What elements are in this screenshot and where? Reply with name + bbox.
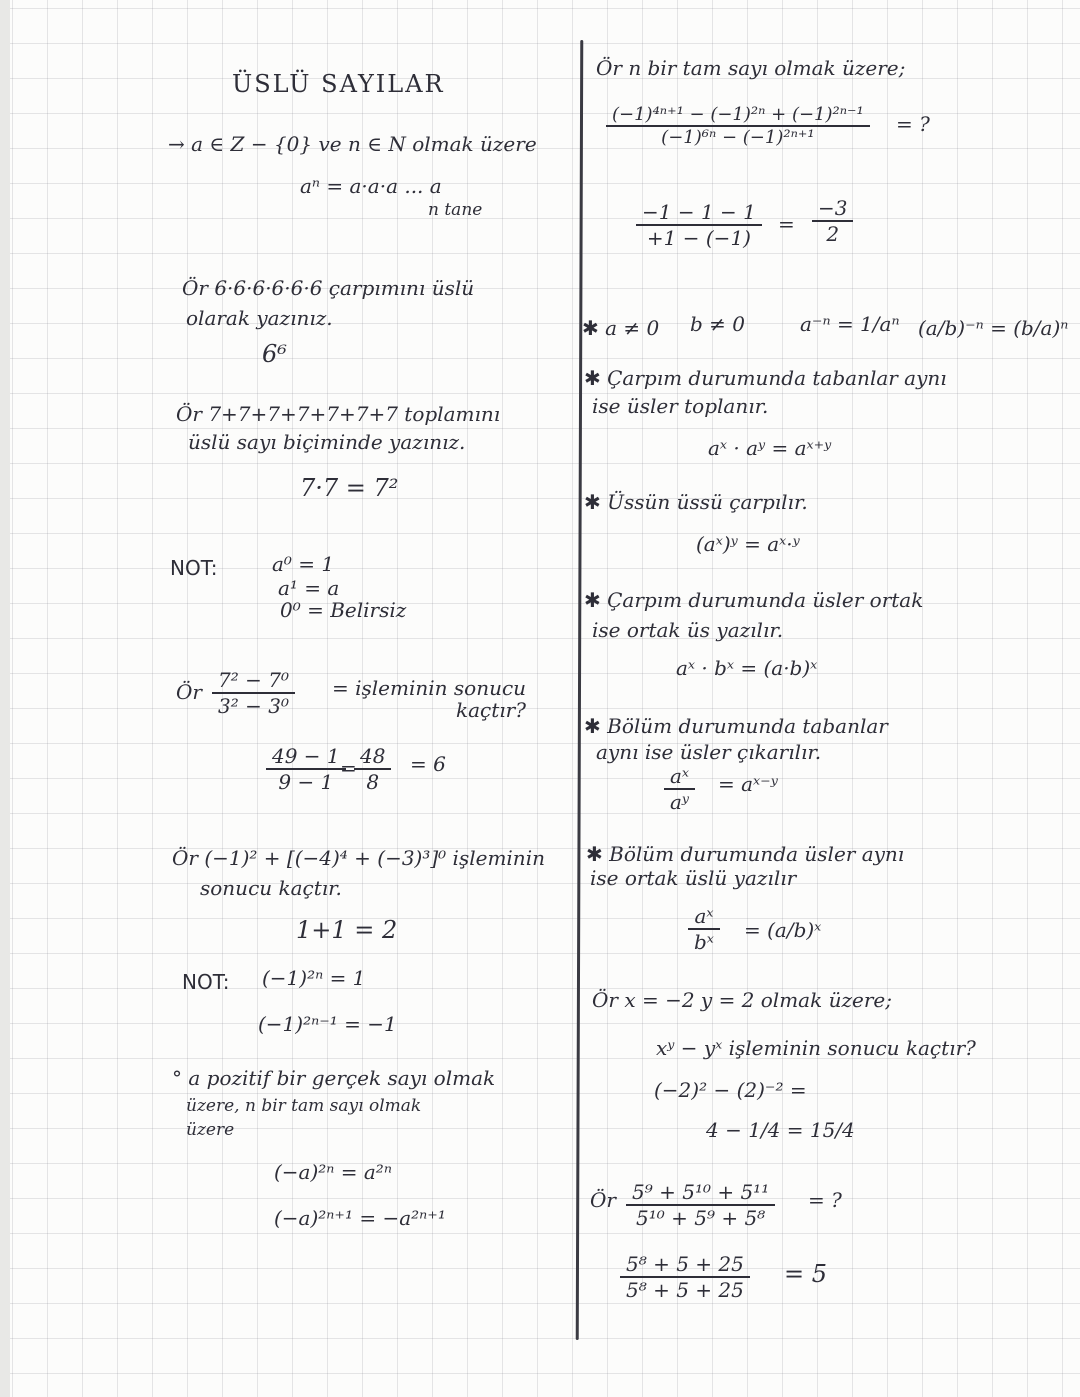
positive-line-2: üzere, n bir tam sayı olmak xyxy=(186,1096,422,1116)
note-label: NOT: xyxy=(170,556,218,580)
positive-line-1: ° a pozitif bir gerçek sayı olmak xyxy=(172,1066,496,1090)
solution-numerator: 5⁸ + 5 + 25 xyxy=(620,1252,750,1278)
rule-5-denominator: aʸ xyxy=(670,790,690,814)
rule-1-b: b ≠ 0 xyxy=(690,312,745,336)
equals-sign: = xyxy=(340,756,357,780)
rule-5-numerator: aˣ xyxy=(664,764,695,790)
rule-5-fraction xyxy=(664,764,695,814)
question-3-result: = 6 xyxy=(410,752,446,776)
question-7-prefix: Ör xyxy=(590,1188,616,1212)
rule-4-formula: aˣ · bˣ = (a·b)ˣ xyxy=(676,656,818,680)
question-3-solution-fraction-1 xyxy=(266,744,346,794)
question-3-text-1: = işleminin sonucu xyxy=(332,676,527,700)
solution-numerator: −1 − 1 − 1 xyxy=(636,200,762,226)
question-3-denominator: 3² − 3⁰ xyxy=(218,694,289,718)
column-divider-line xyxy=(576,40,584,1340)
question-7-result: = 5 xyxy=(784,1260,828,1288)
rule-6-result: = (a/b)ˣ xyxy=(744,918,822,942)
question-5-question: = ? xyxy=(896,112,930,136)
star-bullet-icon: ✱ xyxy=(584,588,608,612)
question-3-solution-fraction-2 xyxy=(354,744,391,794)
solution-denominator: 9 − 1 xyxy=(278,770,334,794)
result-numerator: −3 xyxy=(812,196,853,222)
result-denominator: 2 xyxy=(826,222,840,246)
rule-2-a: Çarpım durumunda tabanlar aynı xyxy=(607,366,947,390)
definition-line: → a ∈ Z − {0} ve n ∈ N olmak üzere xyxy=(168,132,537,156)
star-bullet-icon: ✱ xyxy=(584,366,608,390)
positive-line-3: üzere xyxy=(186,1120,235,1140)
question-5-line-1: Ör n bir tam sayı olmak üzere; xyxy=(596,56,906,80)
note-2-rule-1: (−1)²ⁿ = 1 xyxy=(262,966,366,990)
solution-numerator: 48 xyxy=(354,744,391,770)
rule-6-fraction xyxy=(688,904,720,954)
question-7-numerator: 5⁹ + 5¹⁰ + 5¹¹ xyxy=(626,1180,775,1206)
question-1-answer: 6⁶ xyxy=(262,340,287,368)
positive-formula-2: (−a)²ⁿ⁺¹ = −a²ⁿ⁺¹ xyxy=(274,1206,446,1230)
question-7-question: = ? xyxy=(808,1188,842,1212)
solution-numerator: 49 − 1 xyxy=(266,744,346,770)
equals-sign: = xyxy=(778,212,795,236)
rule-5-result: = aˣ⁻ʸ xyxy=(718,772,778,796)
rule-2-formula: aˣ · aʸ = aˣ⁺ʸ xyxy=(708,436,832,460)
question-3-numerator: 7² − 7⁰ xyxy=(212,668,295,694)
solution-denominator: 8 xyxy=(366,770,380,794)
rule-5-b: aynı ise üsler çıkarılır. xyxy=(596,740,822,764)
question-5-fraction xyxy=(606,104,870,148)
question-7-solution-fraction xyxy=(620,1252,750,1302)
question-2-line-2: üslü sayı biçiminde yazınız. xyxy=(188,430,466,454)
rule-6-numerator: aˣ xyxy=(688,904,720,930)
solution-denominator: 5⁸ + 5 + 25 xyxy=(626,1278,744,1302)
note-rule-3: 0⁰ = Belirsiz xyxy=(280,598,407,622)
solution-denominator: +1 − (−1) xyxy=(646,226,751,250)
definition-formula: aⁿ = a·a·a ... a xyxy=(300,174,442,198)
note-rule-1: a⁰ = 1 xyxy=(272,552,335,576)
question-1-line-2: olarak yazınız. xyxy=(186,306,333,330)
star-bullet-icon: ✱ xyxy=(582,316,606,340)
question-4-answer: 1+1 = 2 xyxy=(296,916,398,944)
rule-2-b: ise üsler toplanır. xyxy=(592,394,769,418)
question-6-line-2: xʸ − yˣ işleminin sonucu kaçtır? xyxy=(656,1036,976,1060)
page-title: ÜSLÜ SAYILAR xyxy=(232,70,445,98)
note-2-label: NOT: xyxy=(182,970,230,994)
question-5-result-fraction xyxy=(812,196,853,246)
question-2-line-1: Ör 7+7+7+7+7+7+7 toplamını xyxy=(176,402,501,426)
rule-3-formula: (aˣ)ʸ = aˣ·ʸ xyxy=(696,532,800,556)
question-3-prefix: Ör xyxy=(176,680,202,704)
question-5-numerator: (−1)⁴ⁿ⁺¹ − (−1)²ⁿ + (−1)²ⁿ⁻¹ xyxy=(606,104,870,127)
definition-note: n tane xyxy=(428,200,483,220)
question-5-denominator: (−1)⁶ⁿ − (−1)²ⁿ⁺¹ xyxy=(661,127,815,148)
question-6-step-2: 4 − 1/4 = 15/4 xyxy=(706,1118,855,1142)
rule-3-a: Üssün üssü çarpılır. xyxy=(607,490,808,514)
rule-1-c: a⁻ⁿ = 1/aⁿ xyxy=(800,312,900,336)
rule-6-b: ise ortak üslü yazılır xyxy=(590,866,797,890)
question-4-line-1: Ör (−1)² + [(−4)⁴ + (−3)³]⁰ işleminin xyxy=(172,846,545,870)
rule-6-a: Bölüm durumunda üsler aynı xyxy=(609,842,905,866)
star-bullet-icon: ✱ xyxy=(584,490,608,514)
page-edge xyxy=(0,0,10,1397)
note-2-rule-2: (−1)²ⁿ⁻¹ = −1 xyxy=(258,1012,397,1036)
note-rule-2: a¹ = a xyxy=(278,576,340,600)
rule-6-denominator: bˣ xyxy=(694,930,714,954)
rule-1-d: (a/b)⁻ⁿ = (b/a)ⁿ xyxy=(918,316,1069,340)
star-bullet-icon: ✱ xyxy=(586,842,610,866)
question-5-solution-fraction xyxy=(636,200,762,250)
positive-formula-1: (−a)²ⁿ = a²ⁿ xyxy=(274,1160,392,1184)
question-7-denominator: 5¹⁰ + 5⁹ + 5⁸ xyxy=(636,1206,766,1230)
question-3-text-2: kaçtır? xyxy=(456,698,526,722)
question-3-fraction xyxy=(212,668,295,718)
rule-4-a: Çarpım durumunda üsler ortak xyxy=(607,588,924,612)
question-7-fraction xyxy=(626,1180,775,1230)
question-4-line-2: sonucu kaçtır. xyxy=(200,876,342,900)
question-6-line-1: Ör x = −2 y = 2 olmak üzere; xyxy=(592,988,892,1012)
rule-5-a: Bölüm durumunda tabanlar xyxy=(607,714,888,738)
star-bullet-icon: ✱ xyxy=(584,714,608,738)
question-6-step-1: (−2)² − (2)⁻² = xyxy=(654,1078,807,1102)
question-2-answer: 7·7 = 7² xyxy=(300,474,399,502)
question-1-line-1: Ör 6·6·6·6·6·6 çarpımını üslü xyxy=(182,276,475,300)
rule-1-a: a ≠ 0 xyxy=(605,316,660,340)
rule-4-b: ise ortak üs yazılır. xyxy=(592,618,784,642)
